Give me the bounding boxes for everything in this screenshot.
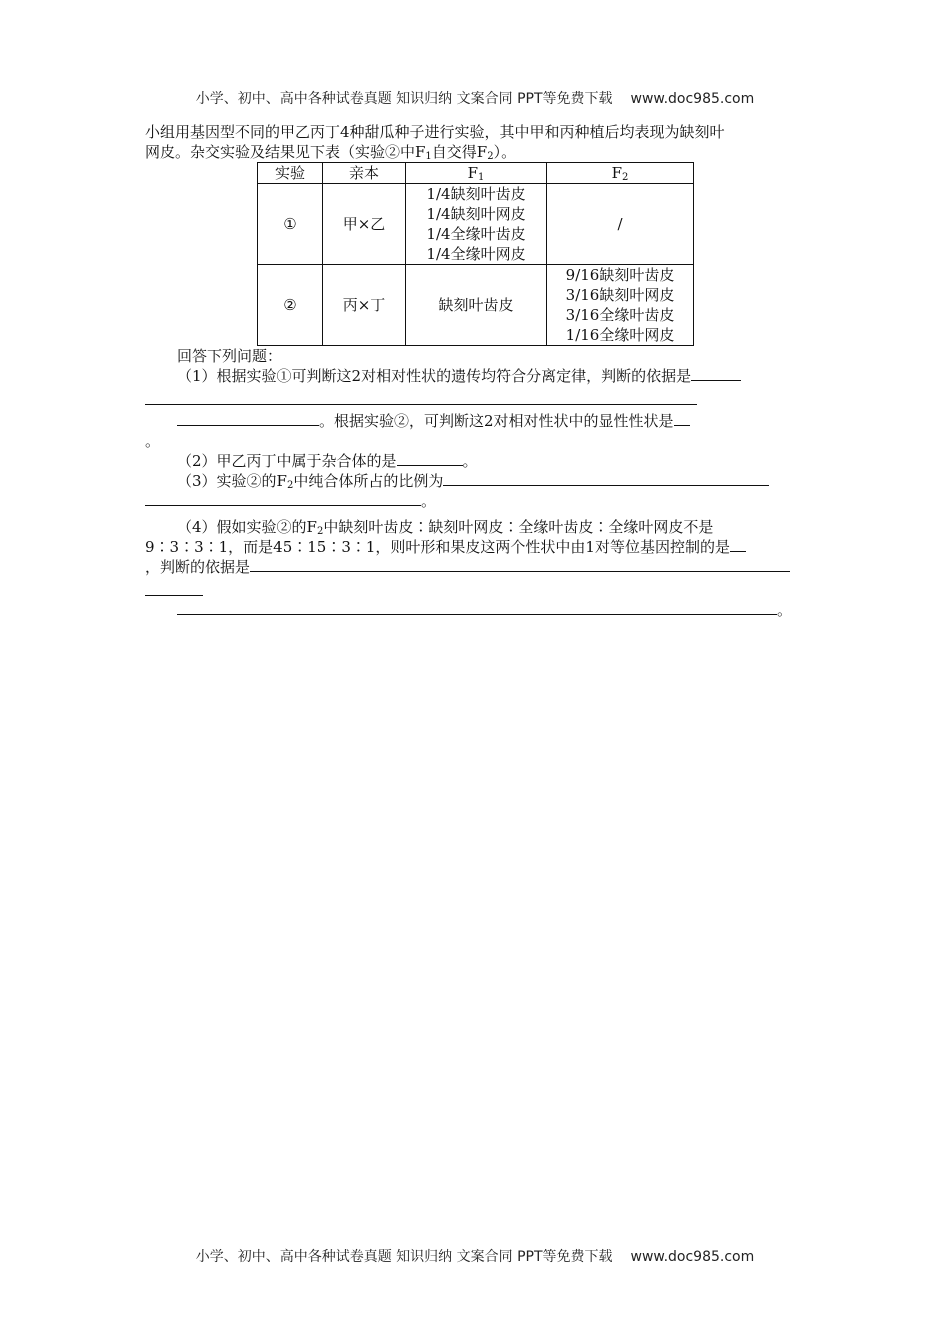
page-footer: [0, 1246, 950, 1266]
header-f2-sub: 2: [622, 172, 629, 183]
q3-answer-blank[interactable]: [443, 471, 769, 486]
row2-f1: 缺刻叶齿皮: [406, 265, 547, 346]
question-3-cont: [145, 491, 810, 511]
footer-text: 小学、初中、高中各种试卷真题 知识归纳 文案合同 PPT等免费下载: [195, 1249, 613, 1265]
q3-text-b: 中纯合体所占的比例为: [293, 472, 444, 490]
row1-f2: /: [547, 184, 694, 265]
table-row: [258, 265, 694, 346]
footer-site: www.doc985.com: [630, 1249, 755, 1265]
header-experiment: 实验: [258, 163, 323, 184]
header-f1: [406, 163, 547, 184]
q1-text-a: （1）根据实验①可判断这2对相对性状的遗传均符合分离定律，判断的依据是: [177, 367, 692, 385]
document-body: [145, 122, 810, 620]
q4-text-d: ，判断的依据是: [145, 558, 251, 576]
q4-answer-blank-2[interactable]: [250, 557, 790, 572]
questions-prompt: 回答下列问题：: [177, 347, 283, 365]
intro-line1: 小组用基因型不同的甲乙丙丁4种甜瓜种子进行实验，其中甲和丙种植后均表现为缺刻叶: [145, 123, 725, 141]
q2-text: （2）甲乙丙丁中属于杂合体的是: [177, 452, 397, 470]
q4-sub: 2: [316, 526, 324, 537]
page-header: [0, 88, 950, 108]
q4-end: 。: [777, 601, 793, 619]
intro-sub1: 1: [425, 151, 432, 162]
row1-f1-line: 1/4全缘叶齿皮: [426, 225, 526, 243]
header-parents: 亲本: [323, 163, 406, 184]
header-f1-sub: 1: [478, 172, 485, 183]
q4-answer-line-1[interactable]: [145, 581, 203, 596]
q4-answer-line-2[interactable]: [177, 600, 777, 615]
q2-end: 。: [462, 452, 478, 470]
intro-line2-c: ）。: [493, 143, 517, 161]
q3-text-a: （3）实验②的F: [177, 472, 287, 490]
row2-f2: [547, 265, 694, 346]
q4-text-c: 9∶3∶3∶1，而是45∶15∶3∶1，则叶形和果皮这两个性状中由1对等位基因控制的是: [145, 538, 730, 556]
intro-line2-b: 自交得F: [431, 143, 488, 161]
q4-text-a: （4）假如实验②的F: [177, 518, 317, 536]
row2-experiment: ②: [258, 265, 323, 346]
row1-experiment: ①: [258, 184, 323, 265]
row1-f1: [406, 184, 547, 265]
q1-answer-blank-2[interactable]: [177, 411, 319, 426]
intro-line2-a: 网皮。杂交实验及结果见下表（实验②中F: [145, 143, 426, 161]
question-4: [145, 517, 810, 537]
header-f2-label: F: [611, 164, 623, 182]
question-4-line2: [145, 537, 810, 557]
row1-parents: 甲×乙: [323, 184, 406, 265]
table-row: [258, 184, 694, 265]
q1-text-b: 。根据实验②，可判断这2对相对性状中的显性性状是: [319, 412, 674, 430]
row2-f2-line: 3/16缺刻叶网皮: [565, 286, 675, 304]
question-3: [145, 471, 810, 491]
experiment-table: [257, 162, 694, 346]
row2-parents: 丙×丁: [323, 265, 406, 346]
intro-paragraph: [145, 122, 810, 162]
header-site: www.doc985.com: [630, 91, 755, 107]
question-4-line4: [145, 600, 810, 620]
row1-f1-line: 1/4全缘叶网皮: [426, 245, 526, 263]
row1-f1-line: 1/4缺刻叶网皮: [426, 205, 526, 223]
q3-sub: 2: [286, 480, 294, 491]
intro-sub2: 2: [487, 151, 494, 162]
q3-end: 。: [421, 492, 437, 510]
question-1: [145, 366, 810, 386]
q3-answer-line[interactable]: [145, 491, 421, 506]
q4-text-b: 中缺刻叶齿皮∶缺刻叶网皮∶全缘叶齿皮∶全缘叶网皮不是: [323, 518, 714, 536]
header-f1-label: F: [467, 164, 479, 182]
question-1-cont: [145, 411, 810, 431]
table-header-row: [258, 163, 694, 184]
header-text: 小学、初中、高中各种试卷真题 知识归纳 文案合同 PPT等免费下载: [195, 91, 613, 107]
q2-answer-blank[interactable]: [397, 451, 463, 466]
q1-answer-line[interactable]: [145, 390, 697, 405]
question-4-line3: [145, 557, 810, 577]
row2-f2-line: 9/16缺刻叶齿皮: [565, 266, 675, 284]
q1-answer-blank-3[interactable]: [674, 411, 690, 426]
q1-answer-blank-1[interactable]: [691, 366, 741, 381]
row2-f2-line: 3/16全缘叶齿皮: [565, 306, 675, 324]
question-2: [145, 451, 810, 471]
row2-f2-line: 1/16全缘叶网皮: [565, 326, 675, 344]
header-f2: [547, 163, 694, 184]
q1-end: 。: [145, 432, 161, 450]
row1-f1-line: 1/4缺刻叶齿皮: [426, 185, 526, 203]
q4-answer-blank-1[interactable]: [730, 537, 746, 552]
